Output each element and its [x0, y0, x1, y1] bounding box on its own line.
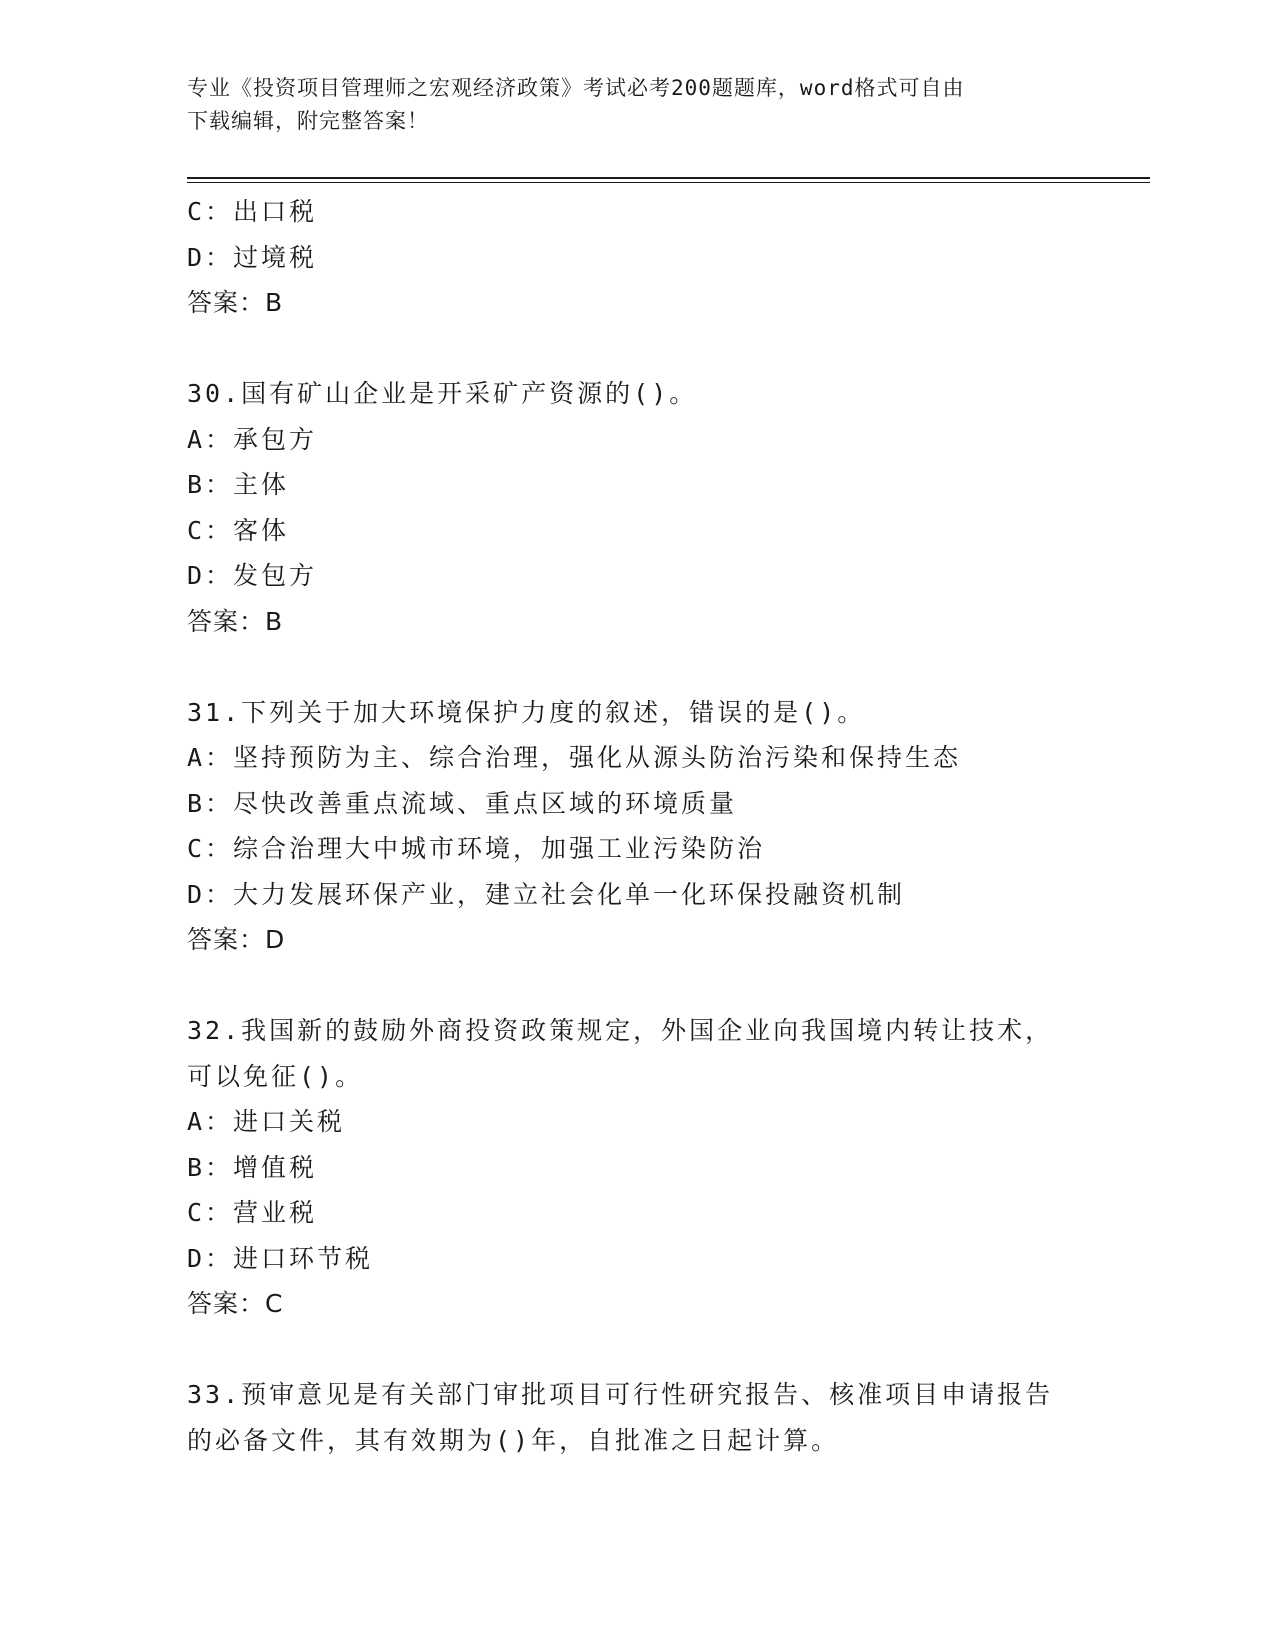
answer: 答案：B: [187, 606, 284, 636]
option-b: B：主体: [187, 470, 290, 499]
option-c: C：出口税: [187, 197, 318, 226]
option-c: C：综合治理大中城市环境，加强工业污染防治: [187, 834, 766, 863]
option-b: B：尽快改善重点流域、重点区域的环境质量: [187, 788, 738, 818]
option-d: D：过境税: [187, 242, 318, 272]
answer: 答案：B: [187, 288, 284, 317]
question-stem: 32.我国新的鼓励外商投资政策规定，外国企业向我国境内转让技术，: [187, 1016, 1054, 1045]
option-d: D：大力发展环保产业，建立社会化单一化环保投融资机制: [187, 879, 906, 909]
spacer: [187, 1327, 1107, 1373]
answer: 答案：D: [187, 925, 286, 954]
document-body: [187, 189, 1107, 1463]
question-stem-continued: 的必备文件，其有效期为()年，自批准之日起计算。: [187, 1425, 840, 1455]
option-a: A：进口关税: [187, 1107, 346, 1136]
header-line-2: 下载编辑，附完整答案！: [187, 109, 429, 133]
option-a: A：坚持预防为主、综合治理，强化从源头防治污染和保持生态: [187, 743, 962, 772]
option-d: D：进口环节税: [187, 1243, 374, 1273]
option-d: D：发包方: [187, 561, 318, 590]
question-31: [187, 690, 1107, 963]
question-stem: 33.预审意见是有关部门审批项目可行性研究报告、核准项目申请报告: [187, 1380, 1054, 1409]
spacer: [187, 963, 1107, 1009]
option-c: C：客体: [187, 515, 290, 545]
question-stem: 30.国有矿山企业是开采矿产资源的()。: [187, 379, 698, 408]
question-33: [187, 1372, 1107, 1463]
question-stem: 31.下列关于加大环境保护力度的叙述，错误的是()。: [187, 697, 866, 727]
question-stem-continued: 可以免征()。: [187, 1061, 364, 1091]
question-30: [187, 371, 1107, 644]
question-32: [187, 1008, 1107, 1327]
header-divider-thin: [187, 182, 1150, 183]
question-29-continued: [187, 189, 1107, 326]
spacer: [187, 644, 1107, 690]
option-b: B：增值税: [187, 1152, 318, 1182]
option-a: A：承包方: [187, 424, 318, 454]
header-divider-thick: [187, 177, 1150, 179]
spacer: [187, 326, 1107, 372]
option-c: C：营业税: [187, 1198, 318, 1227]
header-line-1: 专业《投资项目管理师之宏观经济政策》考试必考200题题库，word格式可自由: [187, 76, 965, 100]
document-header: [187, 72, 1067, 138]
answer: 答案：C: [187, 1289, 284, 1318]
